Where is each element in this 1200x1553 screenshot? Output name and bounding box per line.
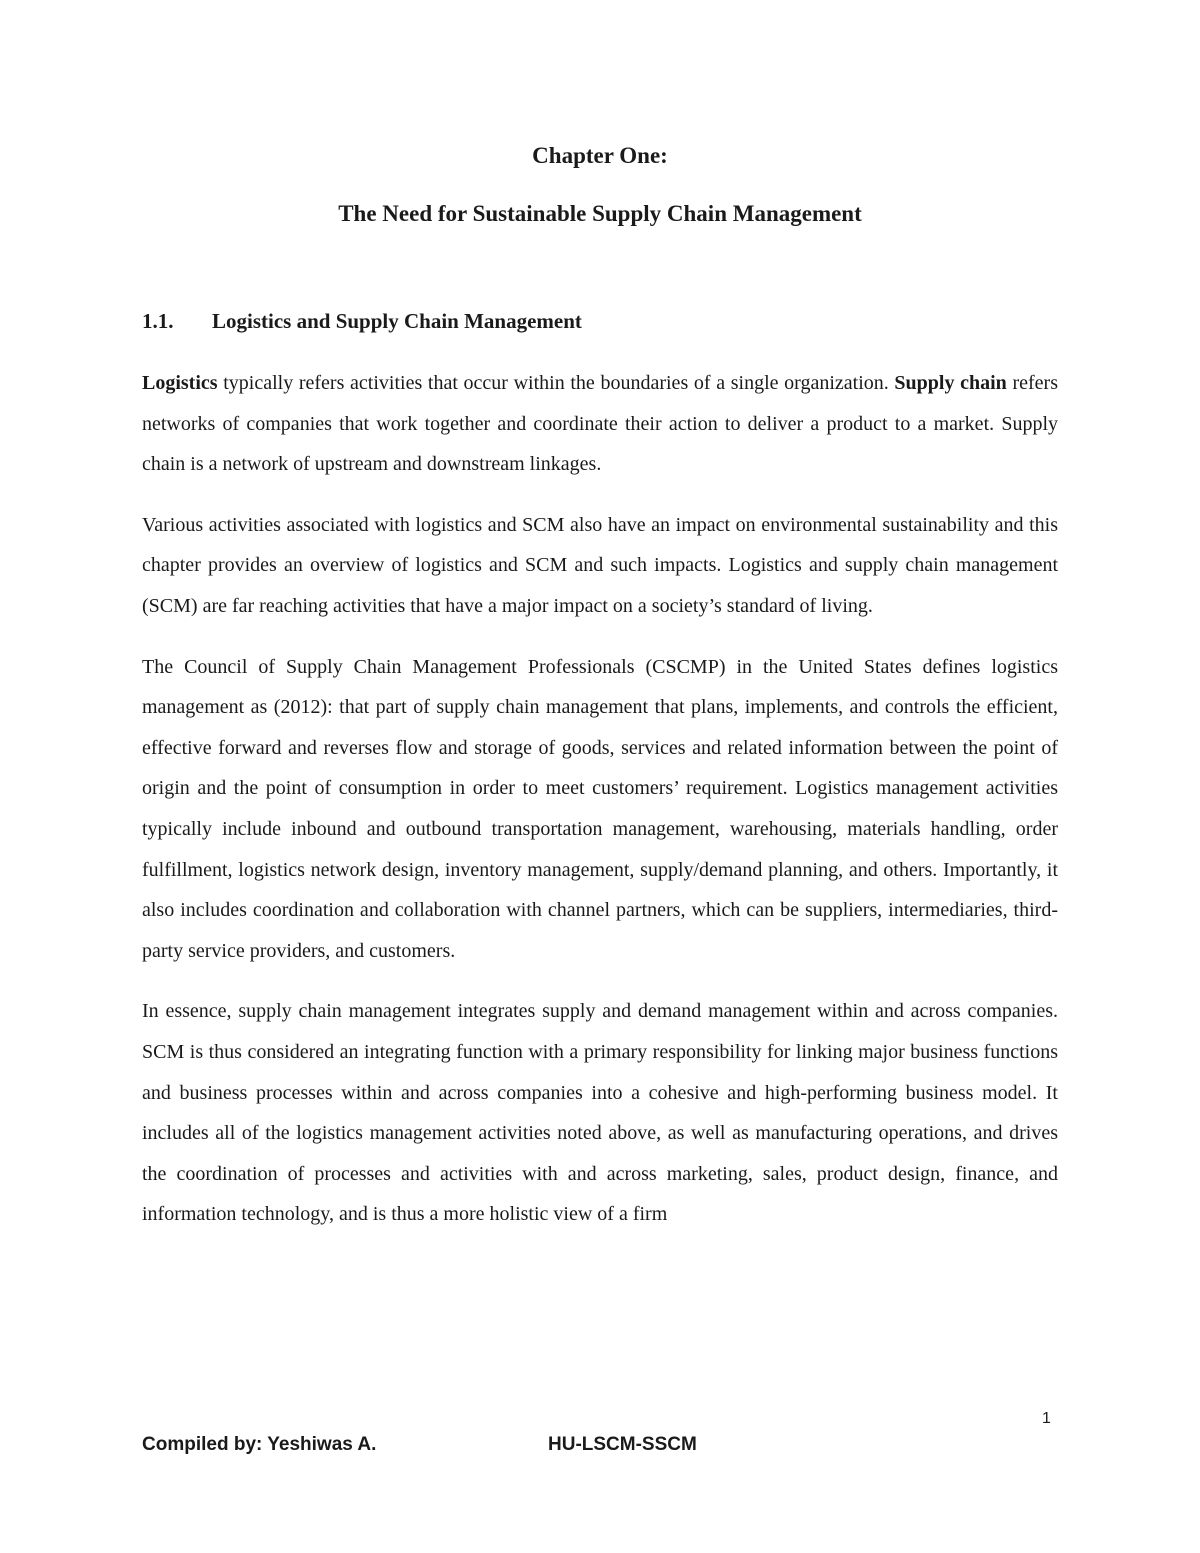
logistics-definition: typically refers activities that occur within the boundaries of a single organization. bbox=[217, 372, 895, 394]
section-heading bbox=[142, 309, 582, 334]
paragraph-scm-essence: In essence, supply chain management integrates supply and demand management within and across companies. SCM is thus considered an integrating function with a primary responsibility for linking major business functions and business processes within and across companies into a cohesive and high-performing business model. It includes all of the logistics management activities noted above, as well as manufacturing operations, and drives the coordination of processes and activities with and across marketing, sales, product design, finance, and information technology, and is thus a more holistic view of a firm bbox=[142, 1000, 1058, 1226]
footer-compiled-by: Compiled by: Yeshiwas A. bbox=[142, 1434, 377, 1455]
section-number: 1.1. bbox=[142, 309, 174, 333]
supply-chain-definition: refers networks of companies that work together and coordinate their action to deliver a product to a market. Supply chain is a network of upstream and downstream linkages. bbox=[142, 372, 1058, 476]
footer-course-code: HU-LSCM-SSCM bbox=[548, 1434, 697, 1455]
paragraph-cscmp-definition: The Council of Supply Chain Management Professionals (CSCMP) in the United States defines logistics management as (2012): that part of supply chain management that plans, implements, and controls the efficient, effective forward and reverses flow and storage of goods, services and related information between the point of origin and the point of consumption in order to meet customers’ requirement. Logistics management activities typically include inbound and outbound transportation management, warehousing, materials handling, order fulfillment, logistics network design, inventory management, supply/demand planning, and others. Importantly, it also includes coordination and collaboration with channel partners, which can be suppliers, intermediaries, third-party service providers, and customers. bbox=[142, 655, 1058, 962]
paragraph-environmental-impact: Various activities associated with logistics and SCM also have an impact on environmental sustainability and this chapter provides an overview of logistics and SCM and such impacts. Logistics and supply chain management (SCM) are far reaching activities that have a major impact on a society’s standard of living. bbox=[142, 513, 1058, 617]
term-supply-chain: Supply chain bbox=[894, 372, 1007, 394]
body-text bbox=[142, 363, 1058, 1255]
section-title: Logistics and Supply Chain Management bbox=[212, 309, 582, 333]
page-number: 1 bbox=[1042, 1410, 1051, 1427]
term-logistics: Logistics bbox=[142, 372, 218, 394]
paragraph-definitions bbox=[142, 363, 1058, 485]
chapter-title: Chapter One: bbox=[532, 143, 668, 168]
chapter-subtitle: The Need for Sustainable Supply Chain Management bbox=[338, 201, 862, 226]
